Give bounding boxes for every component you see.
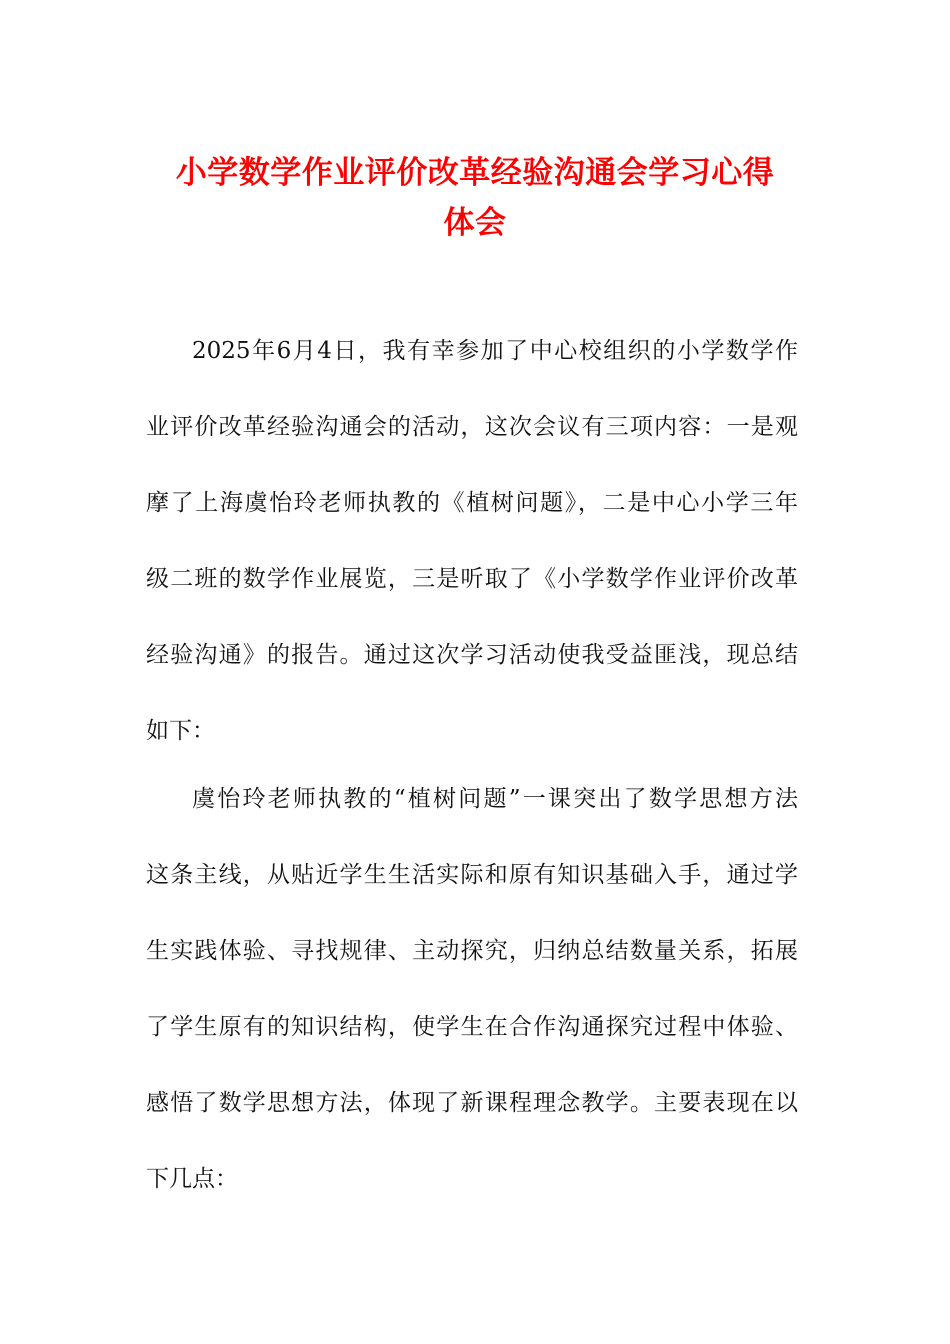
document-title: [120, 148, 830, 248]
paragraph-1-line-3: 摩了上海虞怡玲老师执教的《植树问题》，二是中心小学三年: [146, 490, 798, 516]
paragraph-1: [146, 336, 798, 792]
paragraph-2-line-2: 这条主线，从贴近学生生活实际和原有知识基础入手，通过学: [146, 862, 798, 888]
title-line-2: 体会: [443, 205, 507, 241]
paragraph-2-line-4: 了学生原有的知识结构，使学生在合作沟通探究过程中体验、: [146, 1014, 798, 1040]
title-line-1: 小学数学作业评价改革经验沟通会学习心得: [175, 155, 775, 191]
paragraph-1-line-6: 如下：: [146, 718, 215, 744]
paragraph-2-line-1: 虞怡玲老师执教的“植树问题”一课突出了数学思想方法: [192, 786, 798, 812]
paragraph-2-line-5: 感悟了数学思想方法，体现了新课程理念教学。主要表现在以: [146, 1090, 798, 1116]
paragraph-2-line-6: 下几点：: [146, 1166, 238, 1192]
paragraph-1-line-1: 2025年6月4日，我有幸参加了中心校组织的小学数学作: [192, 338, 798, 364]
paragraph-1-line-4: 级二班的数学作业展览，三是听取了《小学数学作业评价改革: [146, 566, 798, 592]
paragraph-2: [146, 784, 798, 1240]
paragraph-2-line-3: 生实践体验、寻找规律、主动探究，归纳总结数量关系，拓展: [146, 938, 798, 964]
paragraph-1-line-5: 经验沟通》的报告。通过这次学习活动使我受益匪浅，现总结: [146, 642, 798, 668]
paragraph-1-line-2: 业评价改革经验沟通会的活动，这次会议有三项内容：一是观: [146, 414, 798, 440]
